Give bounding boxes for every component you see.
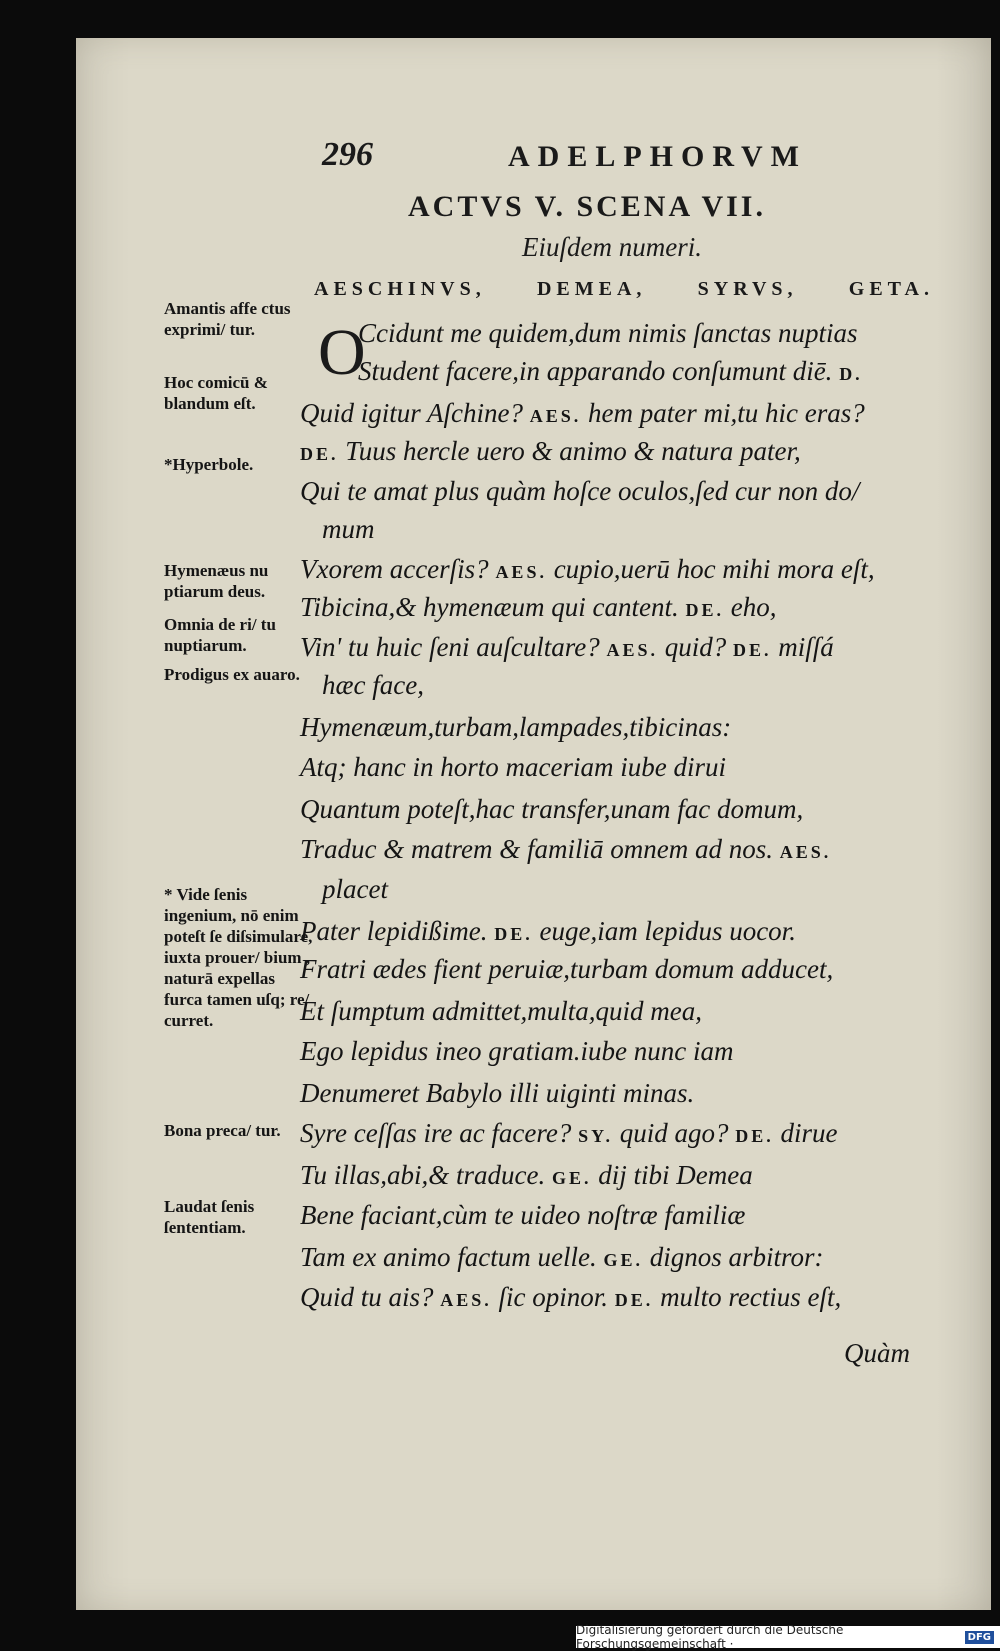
cast-member: DEMEA, <box>536 278 647 300</box>
verse-text: Atq; hanc in horto maceriam iube dirui <box>300 752 726 782</box>
verse-text: Tu illas,abi,& traduce. <box>300 1160 546 1190</box>
verse-line <box>300 1078 1000 1109</box>
verse-line <box>300 1282 1000 1313</box>
verse-text: Traduc & matrem & familiā omnem ad nos. <box>300 834 774 864</box>
verse-line <box>300 398 1000 429</box>
verse-line <box>322 514 1000 545</box>
verse-text: Syre ceſſas ire ac facere? <box>300 1118 572 1148</box>
speaker-tag: DE. <box>300 444 339 464</box>
verse-line <box>322 670 1000 701</box>
verse-text: Tam ex animo factum uelle. <box>300 1242 597 1272</box>
verse-text: cupio,uerū hoc mihi mora eſt, <box>553 554 875 584</box>
verse-text: Ego lepidus ineo gratiam.iube nunc iam <box>300 1036 734 1066</box>
margin-note: Amantis affe ctus exprimi/ tur. <box>164 299 291 339</box>
verse-text: mum <box>322 514 375 544</box>
verse-text: Tibicina,& hymenæum qui cantent. <box>300 592 679 622</box>
verse-text: Hymenæum,turbam,lampades,tibicinas: <box>300 712 732 742</box>
verse-text: eho, <box>730 592 777 622</box>
margin-note: Laudat ſenis ſententiam. <box>164 1197 255 1237</box>
catchword: Quàm <box>844 1338 910 1368</box>
verse-line <box>300 954 1000 985</box>
cast-member: AESCHINVS, <box>314 278 486 300</box>
verse-line <box>300 712 1000 743</box>
verse-line <box>300 1200 1000 1231</box>
speaker-tag: SY. <box>578 1126 613 1146</box>
verse-line <box>300 436 1000 467</box>
margin-note: *Hyperbole. <box>164 455 254 474</box>
verse-text: ſic opinor. <box>498 1282 609 1312</box>
margin-note: Hymenæus nu ptiarum deus. <box>164 561 269 601</box>
speaker-tag: DE. <box>685 600 724 620</box>
margin-note: Hoc comicū & blandum eſt. <box>164 373 268 413</box>
verse-line <box>300 632 1000 663</box>
speaker-tag: DE. <box>614 1290 654 1310</box>
verse-line <box>322 874 1000 905</box>
verse-text: Quid tu ais? <box>300 1282 434 1312</box>
verse-text: dirue <box>780 1118 838 1148</box>
footer-text: Digitalisierung gefördert durch die Deutsche Forschungsgemeinschaft · <box>576 1623 844 1651</box>
verse-line <box>300 794 1000 825</box>
cast-list <box>314 278 934 301</box>
verse-line <box>300 996 1000 1027</box>
verse-text: Vin' tu huic ſeni auſcultare? <box>300 632 600 662</box>
verse-line <box>358 356 1000 387</box>
speaker-tag: DE. <box>735 1126 774 1146</box>
drop-initial: O <box>318 316 366 389</box>
digitization-footer <box>576 1623 1000 1651</box>
verse-text: miſſá <box>778 632 834 662</box>
verse-text: dignos arbitror: <box>649 1242 824 1272</box>
speaker-tag: GE. <box>603 1250 643 1270</box>
speaker-tag: AES. <box>606 640 658 660</box>
margin-note: Omnia de ri/ tu nuptiarum. <box>164 615 276 655</box>
verse-text: Et ſumptum admittet,multa,quid mea, <box>300 996 702 1026</box>
verse-line <box>300 1118 1000 1149</box>
verse-text: placet <box>322 874 388 904</box>
speaker-tag: DE. <box>733 640 772 660</box>
verse-text: multo rectius eſt, <box>660 1282 842 1312</box>
verse-text: Denumeret Babylo illi uiginti minas. <box>300 1078 695 1108</box>
verse-text: Vxorem accerſis? <box>300 554 489 584</box>
verse-text: Ccidunt me quidem,dum nimis ſanctas nuptias <box>358 318 858 348</box>
verse-text: Tuus hercle uero & animo & natura pater, <box>345 436 801 466</box>
verse-text: euge,iam lepidus uocor. <box>539 916 796 946</box>
speaker-tag: D. <box>839 364 863 384</box>
verse-text: quid? <box>664 632 727 662</box>
dfg-logo: DFG <box>965 1631 994 1644</box>
verse-text: Quid igitur Aſchine? <box>300 398 523 428</box>
verse-text: Quantum poteſt,hac transfer,unam fac domum, <box>300 794 804 824</box>
verse-text: hæc face, <box>322 670 424 700</box>
verse-line <box>300 916 1000 947</box>
margin-note: Prodigus ex auaro. <box>164 665 300 684</box>
margin-note: * Vide ſenis ingenium, nō enim poteſt ſe diſsimulare, iuxta prouer/ bium , naturā expellas furca tamen uſq; re/ curret. <box>164 885 313 1030</box>
verse-line <box>300 592 1000 623</box>
cast-member: SYRVS, <box>697 278 798 300</box>
verse-line <box>300 752 1000 783</box>
verse-text: Qui te amat plus quàm hoſce oculos,ſed cur non do/ <box>300 476 860 506</box>
verse-text: Pater lepidißime. <box>300 916 488 946</box>
speaker-tag: AES. <box>529 406 582 426</box>
running-title: ADELPHORVM <box>508 140 807 173</box>
verse-text: quid ago? <box>619 1118 729 1148</box>
verse-line <box>300 1036 1000 1067</box>
verse-line <box>358 318 1000 349</box>
verse-text: Fratri ædes fient peruiæ,turbam domum adducet, <box>300 954 834 984</box>
verse-text: Bene faciant,cùm te uideo noſtræ familiæ <box>300 1200 746 1230</box>
verse-text: dij tibi Demea <box>598 1160 753 1190</box>
speaker-tag: GE. <box>552 1168 592 1188</box>
verse-line <box>300 476 1000 507</box>
speaker-tag: AES. <box>495 562 547 582</box>
verse-line <box>300 834 1000 865</box>
speaker-tag: AES. <box>779 842 832 862</box>
meter-note: Eiuſdem numeri. <box>522 232 702 262</box>
act-scene-heading: ACTVS V. SCENA VII. <box>408 190 766 223</box>
cast-member: GETA. <box>848 278 934 300</box>
speaker-tag: DE. <box>494 924 533 944</box>
speaker-tag: AES. <box>440 1290 492 1310</box>
verse-text: Student facere,in apparando conſumunt diē. <box>358 356 833 386</box>
verse-line <box>300 1160 1000 1191</box>
verse-text: hem pater mi,tu hic eras? <box>588 398 865 428</box>
page-number: 296 <box>322 136 373 173</box>
margin-note: Bona preca/ tur. <box>164 1121 281 1140</box>
verse-line <box>300 1242 1000 1273</box>
verse-line <box>300 554 1000 585</box>
